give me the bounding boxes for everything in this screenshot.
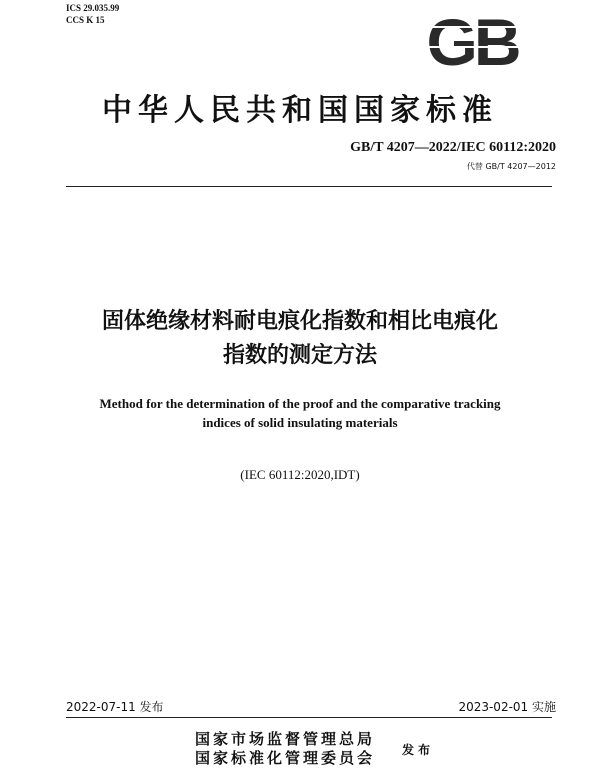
- gb-logo: [412, 5, 532, 73]
- english-title-line-1: Method for the determination of the proof and the comparative tracking: [99, 396, 501, 411]
- classification-codes: [66, 2, 119, 26]
- ics-code: ICS 29.035.99: [66, 3, 120, 13]
- ccs-code: CCS K 15: [66, 15, 105, 25]
- bottom-divider: [66, 717, 552, 718]
- issuer-line-1: 国家市场监督管理总局: [195, 730, 376, 748]
- issuing-authorities: [195, 730, 375, 768]
- publish-label: 发布: [402, 743, 435, 757]
- chinese-title-line-2: 指数的测定方法: [222, 343, 377, 368]
- issuer-line-2: 国家标准化管理委员会: [195, 749, 376, 767]
- chinese-title: [0, 305, 600, 373]
- implementation-date: 2023-02-01 实施: [458, 700, 556, 714]
- gb-logo-text: GB: [426, 5, 518, 73]
- replaces-note: 代替 GB/T 4207—2012: [466, 162, 556, 171]
- english-title-line-2: indices of solid insulating materials: [202, 415, 398, 430]
- standard-number: GB/T 4207—2022/IEC 60112:2020: [350, 140, 556, 155]
- chinese-title-line-1: 固体绝缘材料耐电痕化指数和相比电痕化: [101, 309, 498, 334]
- english-title: [0, 394, 600, 432]
- standard-type-heading: 中华人民共和国国家标准: [102, 93, 498, 128]
- issue-date: 2022-07-11 发布: [66, 700, 164, 714]
- adoption-note: (IEC 60112:2020,IDT): [240, 467, 360, 482]
- top-divider: [66, 186, 552, 187]
